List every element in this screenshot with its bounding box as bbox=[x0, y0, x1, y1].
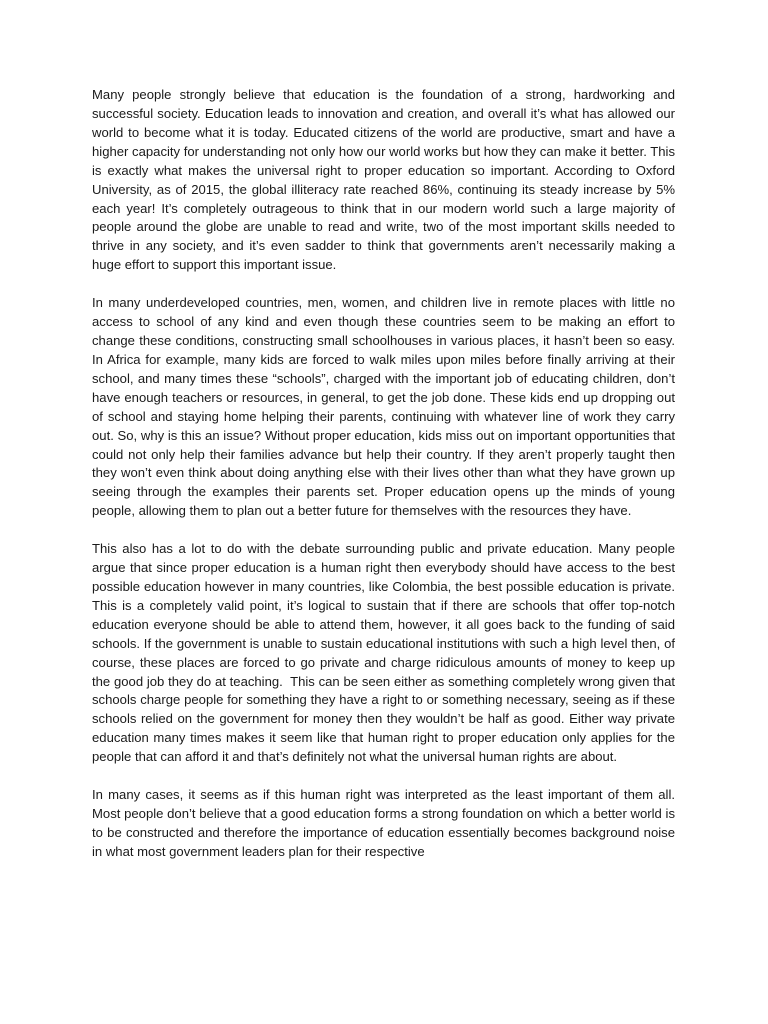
paragraph-2: In many underdeveloped countries, men, women, and children live in remote places with little no access to school of any kind and even though these countries seem to be making an effort to change these conditions, constructing small schoolhouses in various places, it hasn’t been so easy. In Africa for example, many kids are forced to walk miles upon miles before finally arriving at their school, and many times these “schools”, charged with the important job of educating children, don’t have enough teachers or resources, in general, to get the job done. These kids end up dropping out of school and staying home helping their parents, continuing with whatever line of work they carry out. So, why is this an issue? Without proper education, kids miss out on important opportunities that could not only help their families advance but help their country. If they aren’t properly taught then they won’t even think about doing anything else with their lives other than what they have grown up seeing through the examples their parents set. Proper education opens up the minds of young people, allowing them to plan out a better future for themselves with the resources they have. bbox=[92, 295, 679, 519]
paragraph-1: Many people strongly believe that education is the foundation of a strong, hardworking and successful society. Education leads to innovation and creation, and overall it’s what has allowed our world to become what it is today. Educated citizens of the world are productive, smart and have a higher capacity for understanding not only how our world works but how they can make it better. This is exactly what makes the universal right to proper education so important. According to Oxford University, as of 2015, the global illiteracy rate reached 86%, continuing its steady increase by 5% each year! It’s completely outrageous to think that in our modern world such a large majority of people around the globe are unable to read and write, two of the most important skills needed to thrive in any society, and it’s even sadder to think that governments aren’t necessarily making a huge effort to support this important issue. bbox=[92, 87, 679, 273]
paragraph-3: This also has a lot to do with the debate surrounding public and private education. Many people argue that since proper education is a human right then everybody should have access to the best possible education however in many countries, like Colombia, the best possible education is private. This is a completely valid point, it’s logical to sustain that if there are schools that offer top-notch education everyone should be able to attend them, however, it all goes back to the funding of said schools. If the government is unable to sustain educational institutions with such a high level then, of course, these places are forced to go private and charge ridiculous amounts of money to keep up the good job they do at teaching. This can be seen either as something completely wrong given that schools charge people for something they have a right to or something necessary, seeing as if these schools relied on the government for money then they wouldn’t be half as good. Either way private education many times makes it seem like that human right to proper education only applies for the people that can afford it and that’s definitely not what the universal human rights are about. bbox=[92, 541, 679, 765]
paragraph-4: In many cases, it seems as if this human right was interpreted as the least important of them all. Most people don’t believe that a good education forms a strong foundation on which a better world is to be constructed and therefore the importance of education essentially becomes background noise in what most government leaders plan for their respective bbox=[92, 787, 679, 859]
document-body bbox=[92, 86, 679, 862]
